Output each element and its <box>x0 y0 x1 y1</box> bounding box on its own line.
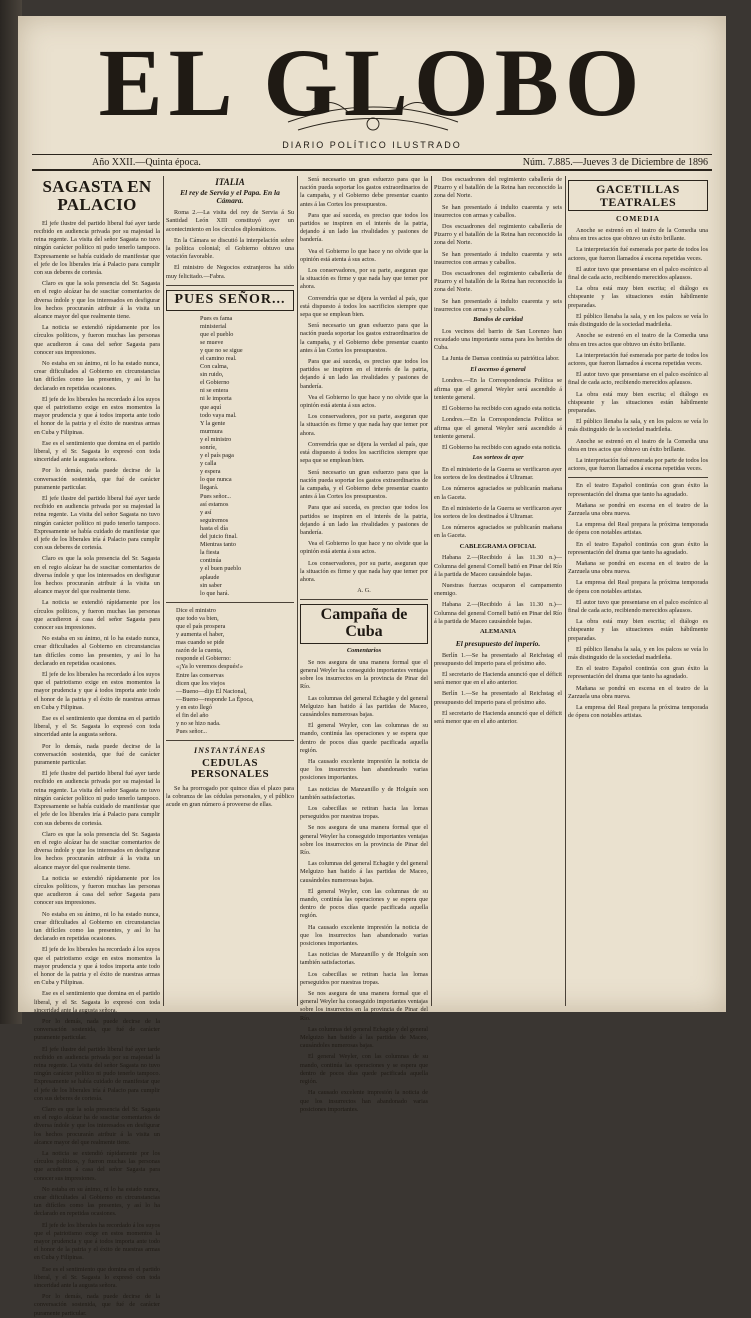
poem-line: seguiremos <box>200 516 229 524</box>
column-rule <box>297 176 298 1006</box>
article-paragraph: La noticia se extendió rápidamente por los círculos políticos, y fueron muchas las personas que acudieron á casa del señor Sagasta para conocer sus impresiones. <box>34 324 160 356</box>
article-paragraph: Para que así suceda, es preciso que todos los partidos se inspiren en el interés de la patria, dejando á un lado las rivalidades y pasiones de bandería. <box>300 211 428 244</box>
article-paragraph: Las noticias de Manzanillo y de Holguín son también satisfactorias. <box>300 951 428 967</box>
article-paragraph: Ha causado excelente impresión la noticia de que los insurrectos han abandonado varias posiciones importantes. <box>300 1089 428 1113</box>
poem-line: y espera <box>200 468 221 476</box>
article-paragraph: Para que así suceda, es preciso que todos los partidos se inspiren en el interés de la patria, dejando á un lado las rivalidades y pasiones de bandería. <box>300 358 428 390</box>
alemania-section: ALEMANIA <box>479 627 517 635</box>
poem-line: Pues señor... <box>176 728 207 736</box>
article-paragraph: Londres.—En la Correspondencia Política se afirma que el general Weyler será ascendido á teniente general. <box>434 416 562 440</box>
column-rule <box>565 176 566 1006</box>
article-paragraph: El secretario de Hacienda anunció que el déficit será menor que en el año anterior. <box>434 709 562 726</box>
poem-line: aplaude <box>200 573 220 581</box>
article-paragraph: Anoche se estrenó en el teatro de la Comedia una obra en tres actos que obtuvo un éxito brillante. <box>568 437 708 453</box>
article-paragraph: La noticia se extendió rápidamente por los círculos políticos, y fueron muchas las personas que acudieron á casa del señor Sagasta para conocer sus impresiones. <box>34 1150 160 1182</box>
article-paragraph: Los números agraciados se publicarán mañana en la Gaceta. <box>434 524 562 540</box>
poem-line: así estamos <box>200 500 229 508</box>
separator <box>166 740 294 741</box>
campana-subhead: Comentarios <box>346 646 382 654</box>
sorteo-headline: Los sorteos de ayer <box>472 454 524 462</box>
article-paragraph: Ese es el sentimiento que domina en el partido liberal, y el Sr. Sagasta lo expresó con toda sinceridad ante la augusta señora. <box>34 439 160 464</box>
article-paragraph: El autor tuvo que presentarse en el palco escénico al final de cada acto, recibiendo merecidos aplausos. <box>568 265 708 282</box>
cablegrama-headline: CABLEGRAMA OFICIAL <box>459 542 537 550</box>
poem-line: ni le importa <box>200 395 232 403</box>
poem-line: murmura <box>200 427 223 435</box>
article-paragraph: Se nos asegura de una manera formal que el general Weyler ha conseguido importantes ventajas sobre los insurrectos en la provincia de Pinar del Río. <box>300 990 428 1022</box>
article-paragraph: Por lo demás, nada puede decirse de la conversación sostenida, que fué de carácter puramente particular. <box>34 1293 160 1317</box>
article-paragraph: En el ministerio de la Guerra se verificaron ayer los sorteos de los destinados á Ultramar. <box>434 504 562 520</box>
issue-date: Núm. 7.885.—Jueves 3 de Diciembre de 1896 <box>522 157 708 168</box>
article-paragraph: La noticia se extendió rápidamente por los círculos políticos, y fueron muchas las personas que acudieron á casa del señor Sagasta para conocer sus impresiones. <box>34 599 160 632</box>
poem-line: Pues señor... <box>200 492 231 500</box>
article-paragraph: Se nos asegura de una manera formal que el general Weyler ha conseguido importantes ventajas sobre los insurrectos en la provincia de Pinar del Río. <box>300 658 428 691</box>
instantaneas-section: INSTANTÁNEAS <box>193 746 267 756</box>
article-paragraph: El público llenaba la sala, y en los palcos se veía lo más distinguido de la sociedad madrileña. <box>568 418 708 434</box>
poem-line: responde el Gobierno: <box>176 655 231 663</box>
article-paragraph: Habana 2.—(Recibido á las 11.30 n.)—Columna del general Cornell batió en Pinar del Río á la partida de Maceo causándole bajas. <box>434 601 562 625</box>
article-paragraph: Claro es que la sola presencia del Sr. Sagasta en el regio alcázar ha de suscitar comentarios de diversa índole y que los interesados en desfigurar los hechos procurarán atribuir á la visita un alcance mayor del que realmente tiene. <box>34 555 160 596</box>
article-paragraph: Vea el Gobierno lo que hace y no olvide que la opinión está atenta á sus actos. <box>300 393 428 410</box>
newspaper-page <box>18 16 726 1317</box>
article-paragraph: El público llenaba la sala, y en los palcos se veía lo más distinguido de la sociedad madrileña. <box>568 645 708 661</box>
article-paragraph: Londres.—En la Correspondencia Política se afirma que el general Weyler será ascendido á teniente general. <box>434 377 562 401</box>
poem-line: ministerial <box>200 322 227 330</box>
article-paragraph: El autor tuvo que presentarse en el palco escénico al final de cada acto, recibiendo merecidos aplausos. <box>568 598 708 614</box>
pues-senor-poem-2 <box>166 607 294 737</box>
article-paragraph: El Gobierno ha recibido con agrado esta noticia. <box>442 405 562 413</box>
article-paragraph: Las columnas del general Echagüe y del general Melguizo han batido á las partidas de Maceo, causándoles numerosas bajas. <box>300 1025 428 1050</box>
masthead <box>18 16 726 166</box>
article-paragraph: Las columnas del general Echagüe y del general Melguizo han batido á las partidas de Maceo, causándoles numerosas bajas. <box>300 694 428 718</box>
column-1 <box>34 176 160 1317</box>
article-paragraph: En el teatro Español continúa con gran éxito la representación del drama que tanto ha agradado. <box>568 540 708 556</box>
article-paragraph: Nuestras fuerzas ocuparon el campamento enemigo. <box>434 581 562 598</box>
article-paragraph: Los números agraciados se publicarán mañana en la Gaceta. <box>434 485 562 501</box>
poem-line: y calla <box>200 460 217 468</box>
poem-line: sin saber <box>200 581 222 589</box>
article-paragraph: No estaba en su ánimo, ni lo ha estado nunca, crear dificultades al Gobierno en circunstancias tan difíciles como las presentes, y así lo ha declarado en repetidas ocasiones. <box>34 1185 160 1218</box>
poem-line: dicen que los viejos <box>176 679 225 687</box>
article-paragraph: El general Weyler, con las columnas de su mando, continúa las operaciones y se espera que dentro de pocos días quede pacificada aquella región. <box>300 887 428 920</box>
article-paragraph: Las columnas del general Echagüe y del general Melguizo han batido á las partidas de Maceo, causándoles numerosas bajas. <box>300 860 428 884</box>
comedia-section: COMEDIA <box>615 214 661 224</box>
article-paragraph: El Gobierno ha recibido con agrado esta noticia. <box>442 443 562 451</box>
poem-line: se mueve <box>200 338 224 346</box>
article-paragraph: La Junta de Damas continúa su patriótica labor. <box>442 355 560 363</box>
article-paragraph: Anoche se estrenó en el teatro de la Comedia una obra en tres actos que obtuvo un éxito brillante. <box>568 332 708 348</box>
column-rule <box>163 176 164 1006</box>
column-rule <box>431 176 432 1006</box>
poem-line: y el país paga <box>200 452 234 460</box>
column-4 <box>434 176 562 1006</box>
article-paragraph: Convendría que se dijera la verdad al país, que está dispuesto á todos los sacrificios siempre que sepa que se emplean bien. <box>300 294 428 319</box>
poem-line: y el buen pueblo <box>200 565 242 573</box>
article-paragraph: Los cabecillas se retiran hacia las lomas perseguidos por nuestras tropas. <box>300 970 428 986</box>
masthead-subtitle: DIARIO POLÍTICO ILUSTRADO <box>282 140 462 150</box>
poem-line: —Bueno—dijo El Nacional, <box>176 687 247 695</box>
poem-line: que el país prospera <box>176 622 226 630</box>
article-paragraph: En el teatro Español continúa con gran éxito la representación del drama que tanto ha agradado. <box>568 482 708 498</box>
article-paragraph: La interpretación fué esmerada por parte de todos los actores, que fueron llamados á escena repetidas veces. <box>568 246 708 262</box>
article-paragraph: En el teatro Español continúa con gran éxito la representación del drama que tanto ha agradado. <box>568 665 708 681</box>
separator <box>568 477 708 478</box>
article-paragraph: El ministro de Negocios extranjeros ha sido muy felicitado.—Fabra. <box>166 264 294 280</box>
article-paragraph: Se nos asegura de una manera formal que el general Weyler ha conseguido importantes ventajas sobre los insurrectos en la provincia de Pinar del Río. <box>300 824 428 857</box>
poem-line: y no se hizo nada. <box>176 720 221 728</box>
poem-line: Dice el ministro <box>176 606 216 614</box>
signature: A. G. <box>357 587 371 595</box>
campana-headline: Campaña de Cuba <box>300 604 428 644</box>
article-paragraph: Convendría que se dijera la verdad al país, que está dispuesto á todos los sacrificios siempre que sepa que se emplean bien. <box>300 440 428 465</box>
article-paragraph: El jefe ilustre del partido liberal fué ayer tarde recibido en audiencia privada por su majestad la reina regente. La visita del señor Sagasta no tuvo ningún carácter político ni pudo tenerlo tampoco. Expresamente se había cuidado de manifestar que el jefe de los liberales iría á Palacio para cumplir con sus deberes de cortesía. <box>34 219 160 276</box>
article-paragraph: Por lo demás, nada puede decirse de la conversación sostenida, que fué de carácter puramente particular. <box>34 742 160 767</box>
poem-line: y el ministro <box>200 435 232 443</box>
article-paragraph: El secretario de Hacienda anunció que el déficit será menor que en el año anterior. <box>434 671 562 687</box>
italia-section: ITALIA <box>215 177 245 187</box>
poem-line: Y la gente <box>200 419 226 427</box>
article-paragraph: El público llenaba la sala, y en los palcos se veía lo más distinguido de la sociedad madrileña. <box>568 312 708 329</box>
article-paragraph: Habana 2.—(Recibido á las 11.30 n.)—Columna del general Cornell batió en Pinar del Río á la partida de Maceo causándole bajas. <box>434 554 562 578</box>
article-paragraph: Se han presentado á indulto cuarenta y seis insurrectos con armas y caballos. <box>434 250 562 266</box>
poem-line: «¡Ya lo veremos después!» <box>176 663 243 671</box>
article-paragraph: La empresa del Real prepara la próxima temporada de ópera con notables artistas. <box>568 579 708 595</box>
article-paragraph: La obra está muy bien escrita; el diálogo es chispeante y las situaciones están hábilmente preparadas. <box>568 618 708 642</box>
article-paragraph: Berlín 1.—Se ha presentado al Reichstag el presupuesto del imperio para el próximo año. <box>434 690 562 706</box>
poem-line: hasta el día <box>200 524 228 532</box>
article-paragraph: Berlín 1.—Se ha presentado al Reichstag el presupuesto del imperio para el próximo año. <box>434 651 562 667</box>
poem-line: que todo va bien, <box>176 614 219 622</box>
poem-line: y así <box>200 508 212 516</box>
poem-line: el camino real. <box>200 354 237 362</box>
article-paragraph: Vea el Gobierno lo que hace y no olvide que la opinión está atenta á sus actos. <box>300 247 428 263</box>
article-paragraph: Claro es que la sola presencia del Sr. Sagasta en el regio alcázar ha de suscitar comentarios de diversa índole y que los interesados en desfigurar los hechos procurarán atribuir á la visita un alcance mayor del que realmente tiene. <box>34 830 160 871</box>
article-paragraph: Dos escuadrones del regimiento caballería de Pizarro y el batallón de la Reina han reconocido la zona del Norte. <box>434 176 562 200</box>
poem-line: ni se entera <box>200 387 229 395</box>
article-paragraph: La noticia se extendió rápidamente por los círculos políticos, y fueron muchas las personas que acudieron á casa del señor Sagasta para conocer sus impresiones. <box>34 874 160 907</box>
bando-headline: Bandos de caridad <box>473 316 523 324</box>
sagasta-headline: SAGASTA EN PALACIO <box>42 177 152 214</box>
poem-line: y aumenta el haber, <box>176 631 225 639</box>
poem-line: —Bueno—responde La Época, <box>176 695 254 703</box>
article-paragraph: En la Cámara se discutió la interpelación sobre la política colonial; el Gobierno obtuvo una votación favorable. <box>166 236 294 261</box>
poem-line: sin ruido, <box>200 371 224 379</box>
poem-line: Pues es fama <box>200 314 233 322</box>
poem-line: que aquí <box>200 403 222 411</box>
article-paragraph: La interpretación fué esmerada por parte de todos los actores, que fueron llamados á escena repetidas veces. <box>568 456 708 473</box>
poem-line: del juicio final. <box>200 533 238 541</box>
article-paragraph: Los conservadores, por su parte, aseguran que la situación es firme y que nada hay que temer por ahora. <box>300 267 428 291</box>
article-paragraph: Roma 2.—La visita del rey de Servia á Su Santidad León XIII constituyó ayer un acontecimiento en los círculos diplomáticos. <box>166 209 294 233</box>
article-paragraph: Los conservadores, por su parte, aseguran que la situación es firme y que nada hay que temer por ahora. <box>300 413 428 437</box>
article-paragraph: No estaba en su ánimo, ni lo ha estado nunca, crear dificultades al Gobierno en circunstancias tan difíciles como las presentes, y así lo ha declarado en repetidas ocasiones. <box>34 359 160 392</box>
separator <box>300 599 428 600</box>
poem-line: lo que hará. <box>200 589 230 597</box>
article-paragraph: En el ministerio de la Guerra se verificaron ayer los sorteos de los destinados á Ultramar. <box>434 465 562 482</box>
article-paragraph: El jefe de los liberales ha recordado á los suyos que el patriotismo exige en estos momentos la mayor prudencia y que á todos importa ante todo el honor de la patria y el éxito de nuestras armas en Cuba y Filipinas. <box>34 1221 160 1262</box>
article-paragraph: La obra está muy bien escrita; el diálogo es chispeante y las situaciones están hábilmente preparadas. <box>568 390 708 414</box>
article-paragraph: Ha causado excelente impresión la noticia de que los insurrectos han abandonado varias posiciones importantes. <box>300 923 428 948</box>
article-paragraph: El jefe de los liberales ha recordado á los suyos que el patriotismo exige en estos momentos la mayor prudencia y que á todos importa ante todo el honor de la patria y el éxito de nuestras armas en Cuba y Filipinas. <box>34 946 160 987</box>
article-paragraph: Las noticias de Manzanillo y de Holguín son también satisfactorias. <box>300 785 428 801</box>
poem-line: Con calma, <box>200 363 229 371</box>
article-paragraph: Será necesario un gran esfuerzo para que la nación pueda soportar los gastos extraordinarios de la campaña, y el Gobierno debe presentar cuanto antes á las Cortes los presupuestos. <box>300 468 428 501</box>
article-paragraph: Por lo demás, nada puede decirse de la conversación sostenida, que fué de carácter puramente particular. <box>34 1017 160 1042</box>
poem-line: y que no se sigue <box>200 346 243 354</box>
article-paragraph: Claro es que la sola presencia del Sr. Sagasta en el regio alcázar ha de suscitar comentarios de diversa índole y que los interesados en desfigurar los hechos procurarán atribuir á la visita un alcance mayor del que realmente tiene. <box>34 280 160 320</box>
article-paragraph: No estaba en su ánimo, ni lo ha estado nunca, crear dificultades al Gobierno en circunstancias tan difíciles como las presentes, y así lo ha declarado en repetidas ocasiones. <box>34 635 160 667</box>
article-paragraph: Se han presentado á indulto cuarenta y seis insurrectos con armas y caballos. <box>434 203 562 219</box>
year-label: Año XXII.—Quinta época. <box>92 157 201 168</box>
column-3 <box>300 176 428 1113</box>
article-paragraph: Será necesario un gran esfuerzo para que la nación pueda soportar los gastos extraordinarios de la campaña, y el Gobierno debe presentar cuanto antes á las Cortes los presupuestos. <box>300 176 428 208</box>
poem-line: el fin del año <box>176 712 209 719</box>
article-paragraph: Para que así suceda, es preciso que todos los partidos se inspiren en el interés de la patria, dejando á un lado las rivalidades y pasiones de bandería. <box>300 504 428 536</box>
poem-line: continúa <box>200 557 222 565</box>
article-paragraph: La interpretación fué esmerada por parte de todos los actores, que fueron llamados á escena repetidas veces. <box>568 351 708 367</box>
article-paragraph: Ese es el sentimiento que domina en el partido liberal, y el Sr. Sagasta lo expresó con toda sinceridad ante la augusta señora. <box>34 1265 160 1290</box>
article-paragraph: La empresa del Real prepara la próxima temporada de ópera con notables artistas. <box>568 704 708 720</box>
article-paragraph: Se ha prorrogado por quince días el plazo para la cobranza de las cédulas personales, y el público acude en gran número á proveerse de ellas. <box>166 784 294 809</box>
article-paragraph: Los cabecillas se retiran hacia las lomas perseguidos por nuestras tropas. <box>300 805 428 821</box>
pues-senor-headline: PUES SEÑOR... <box>166 290 294 311</box>
poem-line: mas cuando se pide <box>176 639 225 647</box>
poem-line: Entre las conservas <box>176 671 224 679</box>
poem-line: razón de la cuenta, <box>176 647 223 655</box>
column-2 <box>166 176 294 1006</box>
article-paragraph: Ese es el sentimiento que domina en el partido liberal, y el Sr. Sagasta lo expresó con toda sinceridad ante la augusta señora. <box>34 990 160 1014</box>
separator <box>166 285 294 286</box>
dateline <box>32 154 712 171</box>
italia-headline: El rey de Servia y el Papa. En la Cámara. <box>180 188 280 206</box>
article-paragraph: El jefe de los liberales ha recordado á los suyos que el patriotismo exige en estos momentos la mayor prudencia y que á todos importa ante todo el honor de la patria y el éxito de nuestras armas en Cuba y Filipinas. <box>34 395 160 436</box>
article-paragraph: Por lo demás, nada puede decirse de la conversación sostenida, que fué de carácter puramente particular. <box>34 467 160 491</box>
article-paragraph: Ese es el sentimiento que domina en el partido liberal, y el Sr. Sagasta lo expresó con toda sinceridad ante la augusta señora. <box>34 715 160 739</box>
article-paragraph: El jefe de los liberales ha recordado á los suyos que el patriotismo exige en estos momentos la mayor prudencia y que á todos importa ante todo el honor de la patria y el éxito de nuestras armas en Cuba y Filipinas. <box>34 671 160 711</box>
article-paragraph: Se han presentado á indulto cuarenta y seis insurrectos con armas y caballos. <box>434 297 562 313</box>
article-paragraph: Los conservadores, por su parte, aseguran que la situación es firme y que nada hay que temer por ahora. <box>300 559 428 583</box>
article-paragraph: Dos escuadrones del regimiento caballería de Pizarro y el batallón de la Reina han reconocido la zona del Norte. <box>434 270 562 294</box>
article-paragraph: El jefe ilustre del partido liberal fué ayer tarde recibido en audiencia privada por su majestad la reina regente. La visita del señor Sagasta no tuvo ningún carácter político ni pudo tenerlo tampoco. Expresamente se había cuidado de manifestar que el jefe de los liberales iría á Palacio para cumplir con sus deberes de cortesía. <box>34 494 160 552</box>
poem-line: lo que nunca <box>200 476 232 484</box>
gacetillas-headline: GACETILLAS TEATRALES <box>568 180 708 211</box>
pues-senor-poem <box>166 315 294 598</box>
poem-line: y en esto llegó <box>176 703 212 711</box>
column-5 <box>568 176 708 1006</box>
article-paragraph: Será necesario un gran esfuerzo para que la nación pueda soportar los gastos extraordinarios de la campaña, y el Gobierno debe presentar cuanto antes á las Cortes los presupuestos. <box>300 322 428 354</box>
poem-line: todo vaya mal. <box>200 411 237 419</box>
poem-line: sonríe, <box>200 444 217 451</box>
article-paragraph: Mañana se pondrá en escena en el teatro de la Zarzuela una obra nueva. <box>568 559 708 576</box>
poem-line: la fiesta <box>200 549 220 557</box>
article-paragraph: El jefe ilustre del partido liberal fué ayer tarde recibido en audiencia privada por su majestad la reina regente. La visita del señor Sagasta no tuvo ningún carácter político ni pudo tenerlo tampoco. Expresamente se había cuidado de manifestar que el jefe de los liberales iría á Palacio para cumplir con sus deberes de cortesía. <box>34 1045 160 1102</box>
alemania-headline: El presupuesto del imperio. <box>455 638 541 648</box>
article-paragraph: No estaba en su ánimo, ni lo ha estado nunca, crear dificultades al Gobierno en circunstancias tan difíciles como las presentes, y así lo ha declarado en repetidas ocasiones. <box>34 910 160 943</box>
article-paragraph: El autor tuvo que presentarse en el palco escénico al final de cada acto, recibiendo merecidos aplausos. <box>568 371 708 387</box>
article-paragraph: Los vecinos del barrio de San Lorenzo han recaudado una importante suma para los heridos de Cuba. <box>434 327 562 352</box>
article-paragraph: El general Weyler, con las columnas de su mando, continúa las operaciones y se espera que dentro de pocos días quede pacificada aquella región. <box>300 1053 428 1086</box>
article-paragraph: Vea el Gobierno lo que hace y no olvide que la opinión está atenta á sus actos. <box>300 540 428 556</box>
poem-line: el Gobierno <box>200 379 230 387</box>
cedulas-headline: CEDULAS PERSONALES <box>190 756 270 781</box>
article-paragraph: Claro es que la sola presencia del Sr. Sagasta en el regio alcázar ha de suscitar comentarios de diversa índole y que los interesados en desfigurar los hechos procurarán atribuir á la visita un alcance mayor del que realmente tiene. <box>34 1106 160 1146</box>
article-paragraph: El jefe ilustre del partido liberal fué ayer tarde recibido en audiencia privada por su majestad la reina regente. La visita del señor Sagasta no tuvo ningún carácter político ni pudo tenerlo tampoco. Expresamente se había cuidado de manifestar que el jefe de los liberales iría á Palacio para cumplir con sus deberes de cortesía. <box>34 770 160 827</box>
article-paragraph: Dos escuadrones del regimiento caballería de Pizarro y el batallón de la Reina han reconocido la zona del Norte. <box>434 223 562 247</box>
masthead-title: EL GLOBO <box>98 29 646 136</box>
article-paragraph: La empresa del Real prepara la próxima temporada de ópera con notables artistas. <box>568 521 708 537</box>
article-paragraph: Mañana se pondrá en escena en el teatro de la Zarzuela una obra nueva. <box>568 501 708 517</box>
ascenso-headline: El ascenso á general <box>470 365 526 373</box>
poem-line: llegará. <box>200 484 219 492</box>
article-paragraph: Mañana se pondrá en escena en el teatro de la Zarzuela una obra nueva. <box>568 684 708 700</box>
article-paragraph: La obra está muy bien escrita; el diálogo es chispeante y las situaciones están hábilmente preparadas. <box>568 285 708 309</box>
poem-line: Mientras tanto <box>200 541 236 549</box>
article-paragraph: Anoche se estrenó en el teatro de la Comedia una obra en tres actos que obtuvo un éxito brillante. <box>568 227 708 243</box>
article-paragraph: El general Weyler, con las columnas de su mando, continúa las operaciones y se espera que dentro de pocos días quede pacificada aquella región. <box>300 722 428 754</box>
article-paragraph: Ha causado excelente impresión la noticia de que los insurrectos han abandonado varias posiciones importantes. <box>300 757 428 782</box>
separator <box>166 602 294 603</box>
poem-line: que el pueblo <box>200 330 234 338</box>
